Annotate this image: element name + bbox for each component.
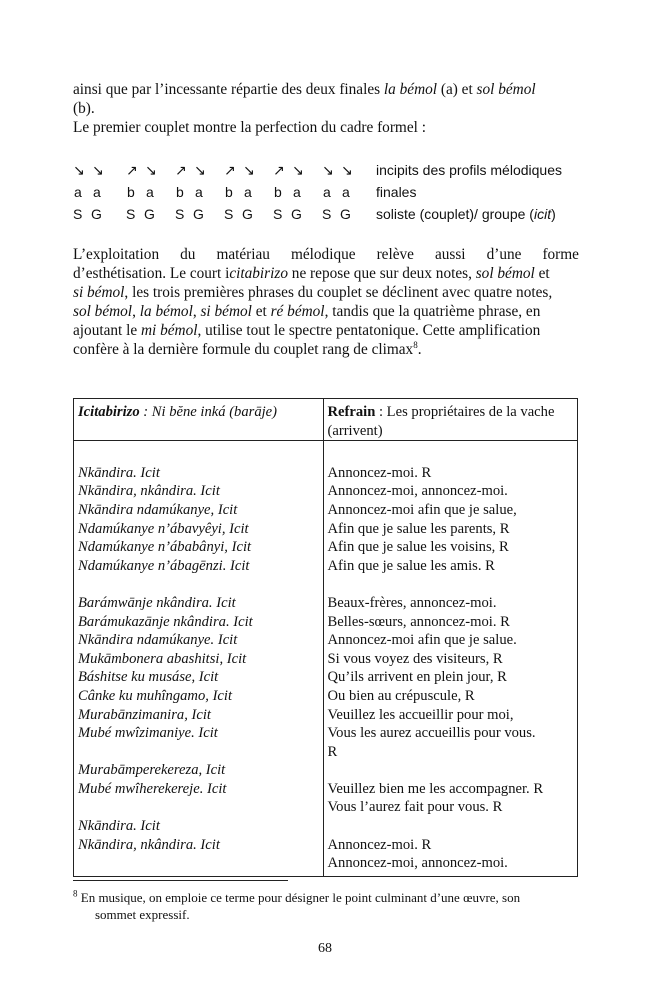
kirundi-line: Ndamúkanye n’ábavyêyi, Icit xyxy=(78,520,249,537)
header-right-cell: Refrain : Les propriétaires de la vache (arrivent) xyxy=(323,399,578,441)
french-line: Veuillez les accueillir pour moi, xyxy=(327,706,514,723)
intro-paragraph xyxy=(73,80,579,137)
arrow-down-icon: ↘ xyxy=(92,162,104,178)
stanza-gap xyxy=(328,575,575,594)
kirundi-line: Cânke ku muhîngamo, Icit xyxy=(78,687,233,704)
footnote-ref: 8 xyxy=(413,339,418,350)
arrow-down-icon: ↘ xyxy=(194,162,206,178)
stanza-gap xyxy=(328,761,575,780)
stanza-gap xyxy=(78,575,320,594)
arrow-up-icon: ↗ xyxy=(273,162,285,178)
footnote: $^8$ En musique, on emploie ce terme pour désigner le point culminant d’une œuvre, son sommet expressif. xyxy=(73,888,521,922)
kirundi-line: Murabānzimanira, Icit xyxy=(78,706,211,723)
kirundi-line: Mubé mwîherekereje. Icit xyxy=(78,780,227,797)
page-number: 68 xyxy=(318,941,332,956)
kirundi-line: Nkāndira, nkândira. Icit xyxy=(78,483,220,500)
french-line: Vous l’aurez fait pour vous. R xyxy=(327,799,503,816)
kirundi-line: Barámukazānje nkândira. Icit xyxy=(78,613,253,630)
french-line: Annoncez-moi. R xyxy=(327,836,432,853)
french-line: Veuillez bien me les accompagner. R xyxy=(327,780,544,797)
kirundi-line: Ndamúkanye n’ábabânyi, Icit xyxy=(78,539,252,556)
song-table xyxy=(73,398,578,877)
kirundi-line: Mukāmbonera abashitsi, Icit xyxy=(78,650,247,667)
french-line: Afin que je salue les voisins, R xyxy=(327,539,509,556)
kirundi-line: Ndamúkanye n’ábagēnzi. Icit xyxy=(78,557,250,574)
stanza-gap xyxy=(78,445,320,464)
scheme-legend-finales: finales xyxy=(376,184,417,200)
scheme-legend-arrows: incipits des profils mélodiques xyxy=(376,162,562,178)
stanza-gap xyxy=(78,743,320,762)
stanza-gap xyxy=(78,798,320,817)
french-line: Annoncez-moi, annoncez-moi. xyxy=(327,483,508,500)
french-line: Annoncez-moi. R xyxy=(327,464,432,481)
analysis-line-1: L’exploitation du matériau mélodique relève aussi d’une forme xyxy=(73,246,579,263)
french-line: Annoncez-moi, annoncez-moi. xyxy=(327,855,508,872)
french-line: Afin que je salue les parents, R xyxy=(327,520,510,537)
kirundi-line: Nkāndira ndamúkanye. Icit xyxy=(78,632,238,649)
stanza-gap xyxy=(328,817,575,836)
kirundi-line: Nkāndira, nkândira. Icit xyxy=(78,836,220,853)
arrow-down-icon: ↘ xyxy=(341,162,353,178)
kirundi-line: Nkāndira. Icit xyxy=(78,818,160,835)
arrow-down-icon: ↘ xyxy=(243,162,255,178)
arrow-up-icon: ↗ xyxy=(126,162,138,178)
french-line: Beaux-frères, annoncez-moi. xyxy=(327,594,497,611)
scheme-legend-voices: soliste (couplet)/ groupe (icit) xyxy=(376,206,556,222)
arrow-up-icon: ↗ xyxy=(224,162,236,178)
french-lyrics-cell xyxy=(323,441,578,877)
french-line: Vous les aurez accueillis pour vous. xyxy=(327,725,536,742)
arrow-down-icon: ↘ xyxy=(292,162,304,178)
french-line: Afin que je salue les amis. R xyxy=(327,557,495,574)
kirundi-line: Nkāndira. Icit xyxy=(78,464,160,481)
table-header-row xyxy=(74,399,578,441)
analysis-line-5: ajoutant le mi bémol, utilise tout le spectre pentatonique. Cette amplification xyxy=(73,322,541,339)
kirundi-line: Murabāmperekereza, Icit xyxy=(78,762,226,779)
french-line: Ou bien au crépuscule, R xyxy=(327,687,475,704)
arrow-down-icon: ↘ xyxy=(322,162,334,178)
french-line: Annoncez-moi afin que je salue. xyxy=(327,632,517,649)
arrow-down-icon: ↘ xyxy=(145,162,157,178)
analysis-line-6: confère à la dernière formule du couplet rang de climax$^8$. xyxy=(73,339,422,358)
header-left-cell: Icitabirizo : Ni bĕne inká (barāje) xyxy=(74,399,324,441)
kirundi-line: Nkāndira ndamúkanye, Icit xyxy=(78,501,238,518)
intro-line-2: (b). xyxy=(73,100,95,117)
french-line: Belles-sœurs, annoncez-moi. R xyxy=(327,613,510,630)
table-body-row xyxy=(74,441,578,877)
analysis-line-3: si bémol, les trois premières phrases du couplet se déclinent avec quatre notes, xyxy=(73,284,553,301)
french-line: Si vous voyez des visiteurs, R xyxy=(327,650,503,667)
analysis-paragraph xyxy=(73,245,579,359)
intro-line-1: ainsi que par l’incessante répartie des deux finales la bémol (a) et sol bémol xyxy=(73,81,536,98)
kirundi-line: Báshitse ku musáse, Icit xyxy=(78,669,219,686)
analysis-line-2: d’esthétisation. Le court icitabirizo ne repose que sur deux notes, sol bémol et xyxy=(73,265,550,282)
arrow-up-icon: ↗ xyxy=(175,162,187,178)
footnote-separator xyxy=(73,880,288,881)
intro-line-3: Le premier couplet montre la perfection du cadre formel : xyxy=(73,119,426,136)
stanza-gap xyxy=(328,445,575,464)
french-line: R xyxy=(327,743,338,760)
french-line: Annoncez-moi afin que je salue, xyxy=(327,501,517,518)
french-line: Qu’ils arrivent en plein jour, R xyxy=(327,669,507,686)
analysis-line-4: sol bémol, la bémol, si bémol et ré bémol, tandis que la quatrième phrase, en xyxy=(73,303,541,320)
kirundi-line: Mubé mwîzimaniye. Icit xyxy=(78,725,218,742)
kirundi-lyrics-cell xyxy=(74,441,324,877)
arrow-down-icon: ↘ xyxy=(73,162,85,178)
kirundi-line: Barámwānje nkândira. Icit xyxy=(78,594,236,611)
